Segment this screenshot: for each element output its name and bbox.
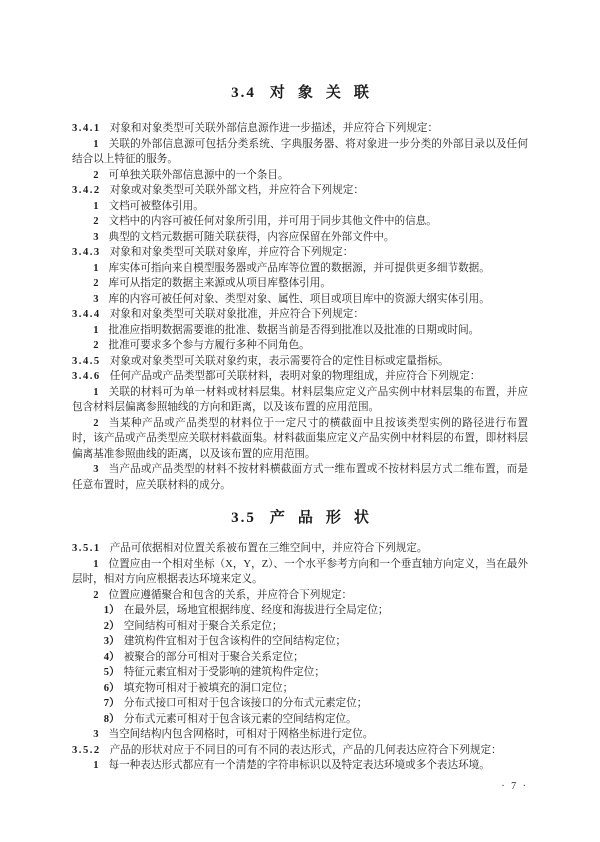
paragraph-text: 位置应由一个相对坐标（X，Y，Z）、一个水平参考方向和一个垂直轴方向定义，当在最外层时，相对方向应根据表达环境来定义。 [72,558,528,585]
item-number: 1 [93,262,99,274]
paragraph-text: 特征元素宜相对于受影响的建筑构件定位； [123,667,325,678]
item-paragraph [72,168,528,184]
item-number: 1 [93,760,99,771]
item-paragraph [72,261,528,277]
paragraph-text: 当空间结构内包含网格时，可相对于网格坐标进行定位。 [108,729,374,740]
paragraph-text: 在最外层，场地宜根据纬度、经度和海拔进行全局定位； [123,605,389,616]
clause-paragraph [72,354,528,370]
item-paragraph [72,230,528,246]
paragraph-text: 可单独关联外部信息源中的一个条目。 [108,169,289,181]
paragraph-text: 建筑构件宜相对于包含该构件的空间结构定位； [123,636,347,647]
clause-number: 3.4.3 [72,247,101,258]
item-number: 3 [93,231,99,243]
paragraph-text: 产品可依据相对位置关系被布置在三维空间中，并应符合下列规定。 [109,543,428,554]
item-number: 1 [93,558,99,570]
paragraph-text: 对象或对象类型可关联外部文档，并应符合下列规定： [109,185,364,196]
paragraph-text: 对象和对象类型可关联对象库，并应符合下列规定： [109,247,354,258]
item-number: 1 [93,200,99,212]
clause-paragraph [72,245,528,261]
item-number: 1 [93,386,99,398]
item-paragraph [72,462,528,493]
clause-paragraph [72,369,528,385]
item-number: 3 [93,293,99,305]
item-paragraph [72,338,528,354]
item-paragraph [72,323,528,339]
clause-number: 3.4.1 [72,123,101,134]
clause-paragraph [72,183,528,199]
paragraph-text: 关联的外部信息源可包括分类系统、字典服务器、将对象进一步分类的外部目录以及任何结合以上特征的服务。 [72,138,528,165]
item-number: 1 [93,138,99,150]
section-title: 对象关联 [269,85,382,101]
section-title: 产品形状 [269,510,382,526]
subitem-number: 5） [103,667,120,678]
item-paragraph [72,727,528,743]
item-paragraph [72,758,528,774]
paragraph-text: 批准应指明数据需要谁的批准、数据当前是否得到批准以及批准的日期或时间。 [108,324,480,336]
item-number: 1 [93,324,99,336]
paragraph-text: 每一种表达形式都应有一个清楚的字符串标识以及特定表达环境或多个表达环境。 [108,760,490,771]
paragraph-text: 库实体可指向来自模型服务器或产品库等位置的数据源，并可提供更多细节数据。 [108,262,490,274]
paragraph-text: 任何产品或产品类型都可关联材料，表明对象的物理组成，并应符合下列规定： [109,371,481,382]
paragraph-text: 填充物可相对于被填充的洞口定位； [123,682,294,694]
paragraph-text: 文档中的内容可被任何对象所引用，并可用于同步其他文件中的信息。 [108,216,437,227]
subitem-number: 4） [103,651,120,663]
section-heading-3-5 [72,509,528,527]
paragraph-text: 当产品或产品类型的材料不按材料横截面方式一维布置或不按材料层方式二维布置，而是任意布置时，应关联材料的成分。 [72,464,528,491]
item-paragraph [72,416,528,463]
section-number: 3.5 [231,510,256,526]
paragraph-text: 产品的形状对应于不同目的可有不同的表达形式，产品的几何表达应符合下列规定： [109,744,502,756]
item-paragraph [72,199,528,215]
item-number: 2 [93,589,99,601]
item-number: 2 [93,417,99,429]
paragraph-text: 对象或对象类型可关联对象约束，表示需要符合的定性目标或定量指标。 [109,355,449,367]
clause-paragraph [72,307,528,323]
paragraph-text: 关联的材料可为单一材料或材料层集。材料层集应定义产品实例中材料层集的布置，并应包含材料层偏离参照轴线的方向和距离，以及该布置的应用范围。 [72,386,528,413]
item-paragraph [72,557,528,588]
item-number: 3 [93,464,99,475]
section-heading-3-4 [72,84,528,102]
clause-number: 3.5.1 [72,543,101,554]
subitem-paragraph [72,712,528,728]
paragraph-text: 对象和对象类型可关联对象批准，并应符合下列规定： [109,309,364,320]
clause-number: 3.5.2 [72,744,101,756]
page-number: · 7 · [501,781,528,792]
paragraph-text: 位置应遵循聚合和包含的关系，并应符合下列规定： [108,589,353,601]
subitem-paragraph [72,619,528,635]
item-paragraph [72,292,528,308]
paragraph-text: 库的内容可被任何对象、类型对象、属性、项目或项目库中的资源大纲实体引用。 [108,293,490,305]
subitem-paragraph [72,665,528,681]
item-paragraph [72,588,528,604]
item-number: 2 [93,278,99,289]
item-paragraph [72,214,528,230]
subitem-number: 7） [103,698,120,709]
page-content [72,84,528,774]
clause-paragraph [72,121,528,137]
subitem-number: 2） [103,620,120,632]
item-number: 2 [93,340,99,351]
paragraph-text: 文档可被整体引用。 [108,200,204,212]
item-number: 3 [93,729,99,740]
paragraph-text: 对象和对象类型可关联外部信息源作进一步描述，并应符合下列规定： [109,123,439,134]
paragraph-text: 分布式元素可相对于包含该元素的空间结构定位。 [123,713,357,725]
clause-paragraph [72,541,528,557]
subitem-number: 1） [103,605,120,616]
subitem-paragraph [72,650,528,666]
clause-paragraph [72,743,528,759]
section-number: 3.4 [231,85,256,101]
item-paragraph [72,137,528,168]
clause-number: 3.4.6 [72,371,101,382]
clause-number: 3.4.2 [72,185,101,196]
paragraph-text: 空间结构可相对于聚合关系定位； [123,620,283,632]
subitem-paragraph [72,603,528,619]
clause-number: 3.4.5 [72,355,101,367]
clause-number: 3.4.4 [72,309,101,320]
item-number: 2 [93,216,99,227]
item-paragraph [72,276,528,292]
item-paragraph [72,385,528,416]
paragraph-text: 典型的文档元数据可随关联获得，内容应保留在外部文件中。 [108,231,395,243]
paragraph-text: 被聚合的部分可相对于聚合关系定位； [123,651,304,663]
paragraph-text: 当某种产品或产品类型的材料位于一定尺寸的横截面中且按该类型实例的路径进行布置时，该产品或产品类型应关联材料截面集。材料截面集应定义产品实例中材料层的布置，即材料层偏离基准参照曲线的距离，以及该布置的应用范围。 [72,417,528,460]
subitem-number: 8） [103,713,120,725]
subitem-paragraph [72,696,528,712]
paragraph-text: 库可从指定的数据主来源或从项目库整体引用。 [108,278,331,289]
item-number: 2 [93,169,99,181]
subitem-paragraph [72,634,528,650]
subitem-number: 3） [103,636,120,647]
subitem-number: 6） [103,682,120,694]
paragraph-text: 批准可要求多个参与方履行多种不同角色。 [108,340,310,351]
paragraph-text: 分布式接口可相对于包含该接口的分布式元素定位； [123,698,368,709]
subitem-paragraph [72,681,528,697]
